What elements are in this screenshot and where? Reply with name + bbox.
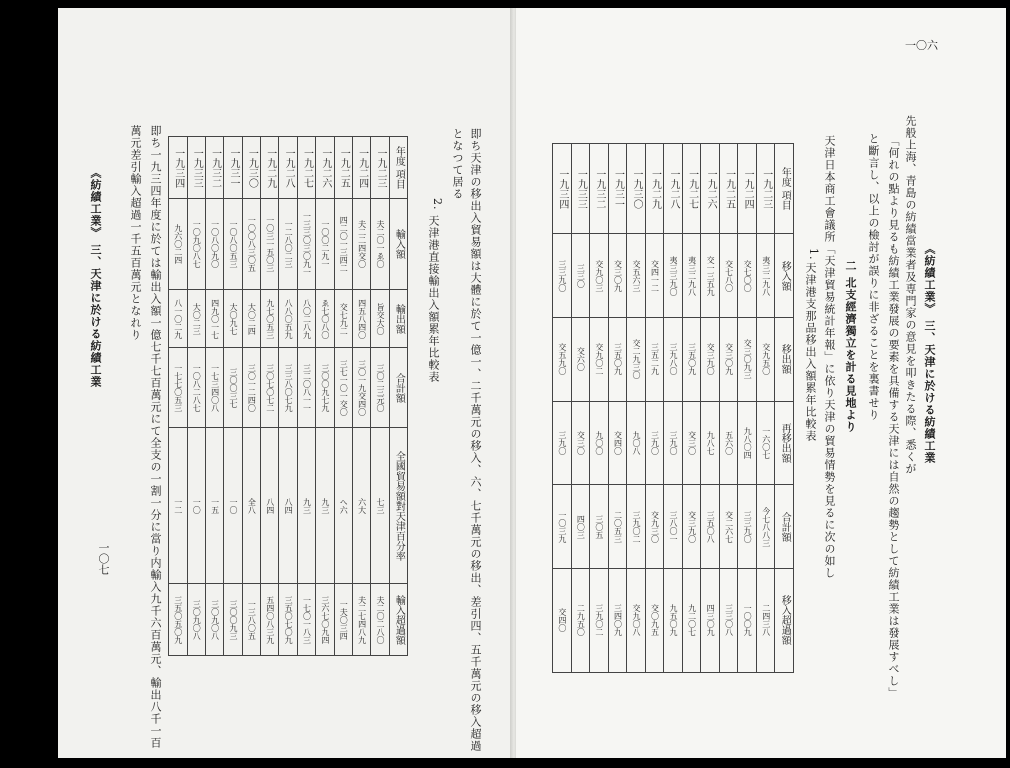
- right-table-value-cell: 四三〇九: [701, 568, 720, 672]
- right-table-value-cell: 三四〇九: [608, 568, 627, 672]
- left-text-line-2: となつて居る: [451, 128, 464, 200]
- left-table-value-cell: 七三: [371, 428, 389, 584]
- right-table-value-cell: 二四三八: [756, 568, 775, 672]
- left-table-row: [242, 137, 260, 656]
- left-bottom-line-2: 萬元差引輸入超過一千五百萬元となれり: [129, 125, 142, 341]
- right-table-value-cell: 交六〇: [571, 317, 590, 401]
- left-table-value-cell: 九三: [316, 428, 334, 584]
- right-table-value-cell: 交九〇八: [627, 568, 646, 672]
- right-table-value-cell: 夷三二九八: [682, 234, 701, 318]
- right-table-value-cell: 交七八〇: [719, 234, 738, 318]
- left-table-value-cell: 四二〇一三四二: [334, 199, 352, 290]
- left-table-value-cell: 三三八〇七九: [279, 348, 297, 428]
- left-page-header: 《紡績工業》 三、天津に於ける紡績工業: [89, 167, 102, 388]
- right-table-value-cell: 二九五〇: [571, 568, 590, 672]
- left-table-value-cell: 三五〇五〇九: [169, 584, 188, 656]
- left-table-header-cell: 年度 項目: [389, 137, 407, 199]
- right-table-row: [682, 144, 701, 673]
- left-table-value-cell: 三〇二三元〇: [371, 348, 389, 428]
- left-table-value-cell: 八一〇二九: [169, 290, 188, 348]
- right-table-row: [738, 144, 757, 673]
- right-table-value-cell: 一〇〇九: [738, 568, 757, 672]
- left-table-value-cell: 一三八〇五: [242, 584, 260, 656]
- left-table-value-cell: 六大: [352, 428, 370, 584]
- left-table-year-cell: 一九三三: [187, 137, 205, 199]
- right-table-value-cell: 交一三五九: [701, 234, 720, 318]
- left-table-value-cell: 一夫〇三四: [334, 584, 352, 656]
- left-table-value-cell: 三〇九〇八: [205, 584, 223, 656]
- left-table-year-cell: 一九三二: [205, 137, 223, 199]
- left-table-year-cell: 一九二七: [297, 137, 315, 199]
- right-table-value-cell: 交三〇: [682, 401, 701, 485]
- right-table-row: [571, 144, 590, 673]
- right-table-value-cell: 交五九〇: [553, 317, 572, 401]
- right-table-number: 1.: [807, 248, 820, 261]
- right-table-title: 天津港支那品移出入額累年比較表: [804, 262, 817, 442]
- right-table-value-cell: 交三九〇: [701, 317, 720, 401]
- right-table-header-cell: 年度 項目: [775, 144, 794, 234]
- left-table-row: [352, 137, 370, 656]
- left-table-row: [316, 137, 334, 656]
- right-table-value-cell: 交三九〇: [682, 485, 701, 569]
- right-table-header-cell: 移入額: [775, 234, 794, 318]
- right-table-row: [664, 144, 683, 673]
- right-table-value-cell: 三九〇: [553, 401, 572, 485]
- right-table-value-cell: 九二〇七: [682, 568, 701, 672]
- right-table-value-cell: 交二九三〇: [627, 317, 646, 401]
- left-table-value-cell: 三〇九〇八: [187, 584, 205, 656]
- left-table-value-cell: 九七〇五三: [261, 290, 279, 348]
- right-table-value-cell: 三九〇: [664, 401, 683, 485]
- left-table-value-cell: 八八〇五九: [279, 290, 297, 348]
- right-table-row: [608, 144, 627, 673]
- right-table-year-cell: 一九二四: [738, 144, 757, 234]
- left-table-value-cell: 一七〇一八三: [297, 584, 315, 656]
- left-table-header-row: [389, 137, 407, 656]
- right-table-row: [590, 144, 609, 673]
- left-table-value-cell: 八〇二八九: [297, 290, 315, 348]
- left-table-value-cell: 一〇九〇八七: [187, 199, 205, 290]
- right-table-value-cell: 四〇三: [571, 485, 590, 569]
- left-table-value-cell: 三六七〇九四: [316, 584, 334, 656]
- right-text-line-2: 「何れの點より見るも紡績工業發展の要素を具備する天津には自然の趨勢として紡績工業は發展すべし」: [887, 135, 900, 699]
- right-table-year-cell: 一九三四: [553, 144, 572, 234]
- right-table-value-cell: 交三〇九三: [738, 317, 757, 401]
- right-table-value-cell: 交四〇: [553, 568, 572, 672]
- right-table-value-cell: 九五〇九: [664, 568, 683, 672]
- right-table-value-cell: 三三〇: [571, 234, 590, 318]
- right-table-value-cell: 一六〇七: [756, 401, 775, 485]
- right-table-year-cell: 一九三三: [571, 144, 590, 234]
- right-table-value-cell: 交三〇九: [719, 317, 738, 401]
- right-table-value-cell: 交三〇九: [608, 234, 627, 318]
- right-table-value-cell: 二〇五三: [608, 485, 627, 569]
- right-table-value-cell: 三五二九: [645, 317, 664, 401]
- left-table-row: [187, 137, 205, 656]
- left-table-value-cell: ゑ七〇八〇: [316, 290, 334, 348]
- left-table-year-cell: 一九三四: [169, 137, 188, 199]
- right-table-row: [719, 144, 738, 673]
- right-table-value-cell: 夷三二九八: [756, 234, 775, 318]
- right-table-value-cell: 交七〇〇: [738, 234, 757, 318]
- right-table-value-cell: 交三〇: [571, 401, 590, 485]
- left-table-value-cell: 三七一〇一交〇: [334, 348, 352, 428]
- right-text-line-3: と斷言し、以上の檢討が誤りに非ざることを裏書せり: [867, 133, 880, 421]
- right-table-value-cell: 三九八〇: [664, 317, 683, 401]
- left-table-row: [169, 137, 188, 656]
- left-table-year-cell: 一九二四: [352, 137, 370, 199]
- left-table-value-cell: 一〇三一五〇三: [261, 199, 279, 290]
- left-table-value-cell: 一二八〇二三: [279, 199, 297, 290]
- left-table-value-cell: 一五: [205, 428, 223, 584]
- left-table-value-cell: 一〇: [187, 428, 205, 584]
- left-table-value-cell: 交七九二: [334, 290, 352, 348]
- right-table-value-cell: 夷三三九〇: [664, 234, 683, 318]
- right-table-value-cell: 交九〇二: [590, 317, 609, 401]
- right-table-year-cell: 一九三一: [608, 144, 627, 234]
- right-table-value-cell: 一〇三九: [553, 485, 572, 569]
- left-table: [168, 136, 408, 656]
- left-table-row: [261, 137, 279, 656]
- right-table-value-cell: 三五〇九: [682, 317, 701, 401]
- right-table-value-cell: 三八〇一: [664, 485, 683, 569]
- left-table-value-cell: 一〇八〇九〇: [205, 199, 223, 290]
- section-heading: 二 北支經濟獨立を計る見地より: [844, 260, 857, 433]
- left-table-row: [334, 137, 352, 656]
- left-table-value-cell: 三〇一九交四〇: [352, 348, 370, 428]
- right-table-value-cell: 三五〇八: [701, 485, 720, 569]
- right-table-value-cell: 交〇九五: [645, 568, 664, 672]
- right-table-value-cell: 交四〇: [608, 401, 627, 485]
- right-table-value-cell: 三三九〇: [738, 485, 757, 569]
- left-table-row: [205, 137, 223, 656]
- left-table-value-cell: 旨交大〇: [371, 290, 389, 348]
- left-table-value-cell: 三〇一二四〇: [242, 348, 260, 428]
- left-table-value-cell: 夫二〇二八〇: [371, 584, 389, 656]
- left-table-year-cell: 一九二三: [371, 137, 389, 199]
- left-table-value-cell: へ六: [334, 428, 352, 584]
- left-table-number: 2.: [431, 198, 444, 211]
- right-table-row: [701, 144, 720, 673]
- left-table-value-cell: 一二: [169, 428, 188, 584]
- left-page-number: 一〇七: [97, 542, 110, 575]
- left-table-value-cell: 大〇九七: [224, 290, 242, 348]
- left-table-row: [371, 137, 389, 656]
- left-table-value-cell: 一〇〇八三〇五: [242, 199, 260, 290]
- left-table-value-cell: 九三: [297, 428, 315, 584]
- left-table-header-cell: 全國貿易額對天津百分率: [389, 428, 407, 584]
- left-table-value-cell: 三五〇七〇九: [279, 584, 297, 656]
- right-table-value-cell: 三五〇九: [608, 317, 627, 401]
- right-table-year-cell: 一九二八: [664, 144, 683, 234]
- right-table-value-cell: 三三〇八: [719, 568, 738, 672]
- left-table-value-cell: 三〇〇九七九: [316, 348, 334, 428]
- left-table-value-cell: 四九〇一七: [205, 290, 223, 348]
- left-table-value-cell: 五四〇八三九: [261, 584, 279, 656]
- left-table-header-cell: 輸入超過額: [389, 584, 407, 656]
- left-table-value-cell: 九六〇二四: [169, 199, 188, 290]
- left-table-year-cell: 一九三一: [224, 137, 242, 199]
- left-table-header-cell: 輸入額: [389, 199, 407, 290]
- right-table-row: [627, 144, 646, 673]
- right-table-header-cell: 移入超過額: [775, 568, 794, 672]
- right-table-year-cell: 一九三二: [590, 144, 609, 234]
- left-table-value-cell: 一〇: [224, 428, 242, 584]
- left-table-value-cell: 全八: [242, 428, 260, 584]
- right-table: [552, 143, 794, 673]
- right-table-value-cell: 五六〇: [719, 401, 738, 485]
- left-table-value-cell: 三二〇八一一: [297, 348, 315, 428]
- left-table-value-cell: 夫二七四八九: [352, 584, 370, 656]
- left-table-row: [279, 137, 297, 656]
- left-table-value-cell: 一〇八二八七: [187, 348, 205, 428]
- right-table-year-cell: 一九二六: [701, 144, 720, 234]
- left-table-year-cell: 一九二五: [334, 137, 352, 199]
- right-table-value-cell: 三九〇二: [590, 568, 609, 672]
- right-table-value-cell: 交九〇三: [590, 234, 609, 318]
- left-table-value-cell: 三〇〇九三: [224, 584, 242, 656]
- right-table-value-cell: 九八七: [701, 401, 720, 485]
- left-table-year-cell: 一九三〇: [242, 137, 260, 199]
- left-table-header-cell: 輸出額: [389, 290, 407, 348]
- right-table-value-cell: 交九三〇: [645, 485, 664, 569]
- right-table-row: [553, 144, 572, 673]
- left-table-value-cell: 三〇七〇七二: [261, 348, 279, 428]
- left-table-value-cell: 夫二〇一ゑ〇: [371, 199, 389, 290]
- right-table-value-cell: 三三九〇: [553, 234, 572, 318]
- left-table-year-cell: 一九二八: [279, 137, 297, 199]
- right-table-value-cell: 九〇〇: [590, 401, 609, 485]
- right-table-year-cell: 一九二五: [719, 144, 738, 234]
- right-table-year-cell: 一九二七: [682, 144, 701, 234]
- right-table-value-cell: 九八〇四: [738, 401, 757, 485]
- left-table-row: [224, 137, 242, 656]
- left-table-value-cell: 一〇〇二九一: [316, 199, 334, 290]
- right-table-row: [645, 144, 664, 673]
- right-table-value-cell: 交五六三: [627, 234, 646, 318]
- left-table-value-cell: 夫二二四交〇: [352, 199, 370, 290]
- right-table-value-cell: 交九五〇: [756, 317, 775, 401]
- left-table-row: [297, 137, 315, 656]
- right-text-line-1: 先般上海、青島の紡績當業者及専門家の意見を叩きたる際、悉くが: [904, 115, 917, 475]
- left-table-value-cell: 四五八四〇: [352, 290, 370, 348]
- left-table-year-cell: 一九二六: [316, 137, 334, 199]
- right-table-year-cell: 一九二九: [645, 144, 664, 234]
- right-table-value-cell: 今七八八三: [756, 485, 775, 569]
- right-table-header-cell: 再移出額: [775, 401, 794, 485]
- left-table-value-cell: 八四: [261, 428, 279, 584]
- left-text-line-1: 即ち天津の移出入貿易額は大體に於て一億一、二千萬元の移入、六、七千萬元の移出、差引四、五千萬元の移入超過: [469, 128, 482, 752]
- left-table-value-cell: 一三三〇三〇九一: [297, 199, 315, 290]
- source-line: 天津日本商工會議所「天津貿易統計年報」に依り天津の貿易情勢を見るに次の如し: [823, 135, 836, 579]
- right-table-header-cell: 合計額: [775, 485, 794, 569]
- left-table-value-cell: 大〇二四: [242, 290, 260, 348]
- right-table-year-cell: 一九二三: [756, 144, 775, 234]
- left-table-value-cell: 一七三四〇八: [205, 348, 223, 428]
- left-table-year-cell: 一九二九: [261, 137, 279, 199]
- left-table-value-cell: 一〇八〇五三: [224, 199, 242, 290]
- right-page-header: 《紡績工業》 三、天津に於ける紡績工業: [923, 243, 936, 464]
- right-table-header-row: [775, 144, 794, 673]
- left-bottom-line-1: 即ち一九三四年度に於ては輸出入額一億七千七百萬元にて全支の一割一分に當り内輸入九千六百萬元、輸出八千一百: [149, 125, 162, 749]
- left-table-value-cell: 大〇二三: [187, 290, 205, 348]
- left-table-header-cell: 合計額: [389, 348, 407, 428]
- right-table-value-cell: 三九〇二: [627, 485, 646, 569]
- right-table-row: [756, 144, 775, 673]
- right-page-number: 一〇六: [905, 39, 938, 52]
- left-table-value-cell: 一七七〇五三: [169, 348, 188, 428]
- left-table-title: 天津港直接輸出入額累年比較表: [427, 215, 440, 383]
- right-table-value-cell: 三九〇: [645, 401, 664, 485]
- right-table-header-cell: 移出額: [775, 317, 794, 401]
- left-table-value-cell: 三〇〇三七: [224, 348, 242, 428]
- right-table-value-cell: 交二六七: [719, 485, 738, 569]
- right-table-year-cell: 一九三〇: [627, 144, 646, 234]
- left-table-value-cell: 八四: [279, 428, 297, 584]
- right-table-value-cell: 交四一二: [645, 234, 664, 318]
- right-table-value-cell: 三〇五: [590, 485, 609, 569]
- right-table-value-cell: 九〇八: [627, 401, 646, 485]
